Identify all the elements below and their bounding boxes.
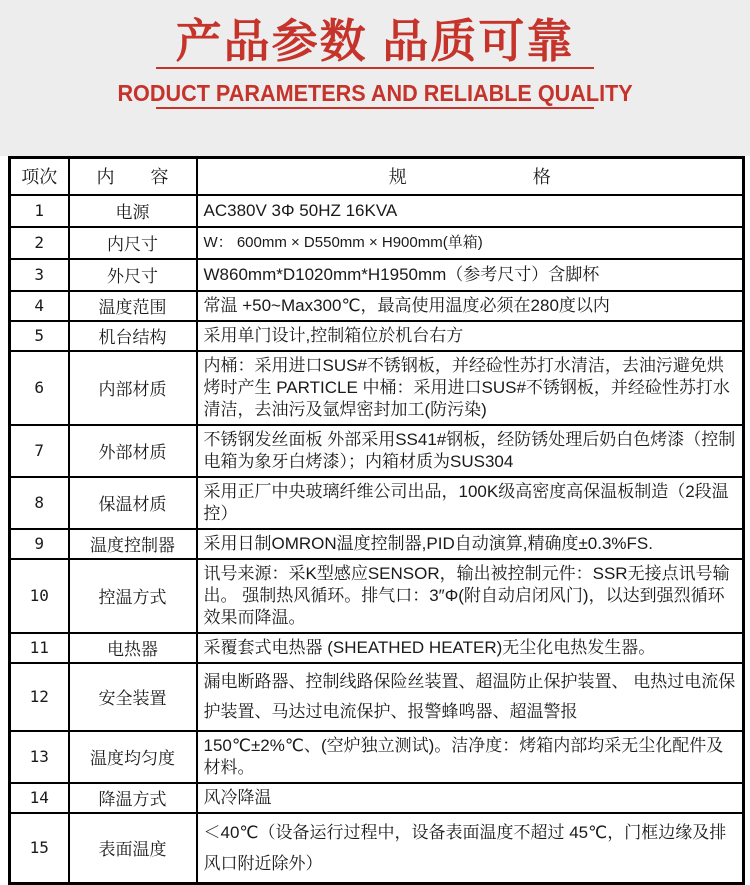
table-row [10,813,744,884]
spec-table-container [0,156,750,885]
column-header-item: 内 容 [69,158,197,195]
row-item-cell: 电热器 [69,633,197,663]
row-index-cell: 8 [10,477,69,529]
table-row [10,559,744,633]
row-index-cell: 7 [10,425,69,477]
table-header-row [10,158,744,195]
row-item-cell: 外部材质 [69,425,197,477]
row-item-cell: 温度均匀度 [69,731,197,783]
column-header-index: 项次 [10,158,69,195]
row-index-cell: 2 [10,227,69,259]
row-index-cell: 15 [10,813,69,884]
row-index-cell: 5 [10,321,69,351]
row-item-cell: 机台结构 [69,321,197,351]
row-index-cell: 10 [10,559,69,633]
row-item-cell: 温度控制器 [69,529,197,559]
table-row [10,291,744,321]
row-spec-cell: 采用正厂中央玻璃纤维公司出品，100K级高密度高保温板制造（2段温控） [197,477,744,529]
row-spec-cell: 不锈钢发丝面板 外部采用SS41#钢板，经防锈处理后奶白色烤漆（控制电箱为象牙白烤漆）；内箱材质为SUS304 [197,425,744,477]
table-row [10,783,744,813]
row-item-cell: 安全装置 [69,663,197,731]
row-spec-cell: W： 600mm × D550mm × H900mm(单箱) [197,227,744,259]
row-item-cell: 外尺寸 [69,259,197,291]
row-spec-cell: 漏电断路器、控制线路保险丝装置、超温防止保护装置、 电热过电流保护装置、马达过电流保护、报警蜂鸣器、超温警报 [197,663,744,731]
row-spec-cell: 风冷降温 [197,783,744,813]
row-spec-cell: AC380V 3Φ 50HZ 16KVA [197,195,744,227]
row-item-cell: 电源 [69,195,197,227]
table-row [10,195,744,227]
table-row [10,477,744,529]
row-index-cell: 12 [10,663,69,731]
table-row [10,259,744,291]
row-item-cell: 内部材质 [69,351,197,425]
row-index-cell: 6 [10,351,69,425]
row-index-cell: 14 [10,783,69,813]
row-index-cell: 4 [10,291,69,321]
row-item-cell: 表面温度 [69,813,197,884]
row-spec-cell: 内桶：采用进口SUS#不锈钢板，并经硷性苏打水清洁，去油污避免烘烤时产生 PARTICLE 中桶：采用进口SUS#不锈钢板，并经硷性苏打水清洁，去油污及氩焊密封加工(防污染) [197,351,744,425]
row-index-cell: 11 [10,633,69,663]
row-index-cell: 3 [10,259,69,291]
table-row [10,321,744,351]
row-item-cell: 温度范围 [69,291,197,321]
column-header-spec: 规 格 [197,158,744,195]
title-divider-bottom [156,107,594,109]
table-row [10,663,744,731]
table-row [10,351,744,425]
table-row [10,633,744,663]
page-subtitle: RODUCT PARAMETERS AND RELIABLE QUALITY [117,79,633,106]
table-row [10,227,744,259]
row-spec-cell: 常温 +50~Max300℃，最高使用温度必须在280度以内 [197,291,744,321]
row-spec-cell: 讯号来源：采K型感应SENSOR，输出被控制元件：SSR无接点讯号输出。 强制热风循环。排气口：3″Φ(附自动启闭风门)，以达到强烈循环效果而降温。 [197,559,744,633]
title-divider-top [156,67,594,69]
table-row [10,425,744,477]
row-spec-cell: 采用日制OMRON温度控制器,PID自动演算,精确度±0.3%FS. [197,529,744,559]
row-item-cell: 内尺寸 [69,227,197,259]
row-spec-cell: ＜40℃（设备运行过程中，设备表面温度不超过 45℃，门框边缘及排风口附近除外） [197,813,744,884]
row-spec-cell: 150℃±2%℃、(空炉独立测试)。洁净度：烤箱内部均采无尘化配件及材料。 [197,731,744,783]
row-index-cell: 9 [10,529,69,559]
header-banner [0,0,750,156]
spec-table [8,156,745,885]
table-row [10,731,744,783]
row-spec-cell: W860mm*D1020mm*H1950mm（参考尺寸）含脚杯 [197,259,744,291]
row-spec-cell: 采用单门设计,控制箱位於机台右方 [197,321,744,351]
row-item-cell: 降温方式 [69,783,197,813]
row-item-cell: 控温方式 [69,559,197,633]
row-index-cell: 13 [10,731,69,783]
row-spec-cell: 采覆套式电热器 (SHEATHED HEATER)无尘化电热发生器。 [197,633,744,663]
table-row [10,529,744,559]
page-title: 产品参数 品质可靠 [175,15,575,67]
row-index-cell: 1 [10,195,69,227]
row-item-cell: 保温材质 [69,477,197,529]
